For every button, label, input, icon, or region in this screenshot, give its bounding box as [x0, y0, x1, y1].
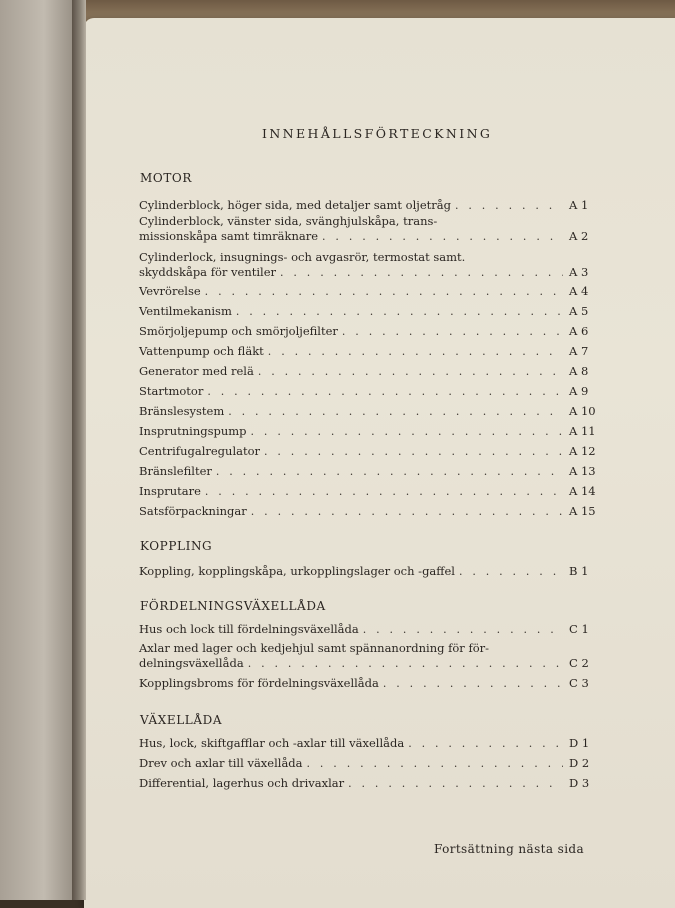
left-page-edge: [0, 0, 80, 900]
dot-leader: [459, 564, 563, 579]
toc-entry: [139, 756, 595, 771]
toc-entry: [139, 384, 595, 399]
toc-entry: [139, 424, 595, 439]
toc-entry-title: Cylinderlock, insugnings- och avgasrör, termostat samt.: [139, 250, 466, 264]
toc-entry: [139, 304, 595, 319]
continuation-note: Fortsättning nästa sida: [434, 842, 585, 856]
toc-entry-code: A 14: [569, 484, 596, 498]
toc-entry-code: C 1: [569, 622, 589, 636]
toc-entry-code: D 3: [569, 776, 590, 790]
dot-leader: [383, 676, 563, 691]
toc-entry-title: delningsväxellåda: [139, 656, 244, 670]
toc-entry-title: Generator med relä: [139, 364, 254, 378]
toc-entry-title: Koppling, kopplingskåpa, urkopplingslager och -gaffel: [139, 564, 455, 578]
dot-leader: [348, 776, 563, 791]
toc-entry-title: Bränslefilter: [139, 464, 212, 478]
toc-entry: [139, 622, 595, 637]
toc-entry-code: D 1: [569, 736, 590, 750]
toc-entry: [139, 464, 595, 479]
toc-entry-title: Vattenpump och fläkt: [139, 344, 264, 358]
toc-entry: [139, 444, 595, 459]
section-heading: FÖRDELNINGSVÄXELLÅDA: [140, 599, 326, 613]
dot-leader: [216, 464, 563, 479]
dot-leader: [248, 656, 563, 671]
toc-entry-title: Differential, lagerhus och drivaxlar: [139, 776, 345, 790]
section-heading: KOPPLING: [140, 539, 213, 553]
dot-leader: [207, 384, 563, 399]
toc-entry-code: A 2: [569, 229, 589, 243]
toc-entry: [139, 504, 595, 519]
toc-entry-code: A 8: [569, 364, 589, 378]
toc-entry-title: Ventilmekanism: [139, 304, 232, 318]
dot-leader: [258, 364, 563, 379]
dot-leader: [236, 304, 563, 319]
dot-leader: [251, 424, 563, 439]
toc-entry: [139, 324, 595, 339]
toc-entry: [139, 344, 595, 359]
book-gutter: [72, 0, 86, 900]
toc-entry-title: Axlar med lager och kedjehjul samt spännanordning för för-: [139, 641, 490, 655]
dot-leader: [307, 756, 563, 771]
toc-entry-code: C 2: [569, 656, 589, 670]
section-heading: VÄXELLÅDA: [140, 713, 223, 727]
toc-entry-code: A 12: [569, 444, 596, 458]
toc-entry: [139, 250, 595, 280]
toc-entry-title: Kopplingsbroms för fördelningsväxellåda: [139, 676, 379, 690]
toc-entry: [139, 404, 595, 419]
toc-entry-code: A 13: [569, 464, 596, 478]
dot-leader: [205, 484, 563, 499]
toc-entry-code: D 2: [569, 756, 590, 770]
toc-entry-title: Startmotor: [139, 384, 204, 398]
dot-leader: [228, 404, 563, 419]
toc-entry-title: Bränslesystem: [139, 404, 225, 418]
toc-entry-code: A 9: [569, 384, 589, 398]
dot-leader: [264, 444, 563, 459]
toc-entry-title: Insprutningspump: [139, 424, 247, 438]
toc-entry-code: A 5: [569, 304, 589, 318]
toc-entry-title: Satsförpackningar: [139, 504, 247, 518]
toc-entry-title: Hus, lock, skiftgafflar och -axlar till växellåda: [139, 736, 405, 750]
toc-entry-title: missionskåpa samt timräknare: [139, 229, 319, 243]
toc-entry-title: Centrifugalregulator: [139, 444, 261, 458]
dot-leader: [322, 229, 563, 244]
toc-entry-code: A 11: [569, 424, 596, 438]
toc-entry-code: B 1: [569, 564, 589, 578]
section-heading: MOTOR: [140, 171, 193, 185]
page-title: INNEHÅLLSFÖRTECKNING: [262, 126, 493, 141]
toc-entry: [139, 484, 595, 499]
dot-leader: [408, 736, 563, 751]
toc-entry: [139, 198, 595, 213]
toc-entry-code: A 6: [569, 324, 589, 338]
toc-entry-code: A 1: [569, 198, 589, 212]
toc-entry-code: A 15: [569, 504, 596, 518]
toc-entry: [139, 364, 595, 379]
book-page: [84, 18, 675, 908]
toc-entry: [139, 214, 595, 244]
dot-leader: [205, 284, 563, 299]
toc-entry-title: Vevrörelse: [139, 284, 201, 298]
dot-leader: [280, 265, 563, 280]
toc-entry-title: Smörjoljepump och smörjoljefilter: [139, 324, 338, 338]
toc-entry-code: A 10: [569, 404, 596, 418]
toc-entry-code: A 7: [569, 344, 589, 358]
toc-entry: [139, 641, 595, 671]
toc-entry-code: C 3: [569, 676, 589, 690]
toc-entry-title: skyddskåpa för ventiler: [139, 265, 277, 279]
toc-entry-title: Insprutare: [139, 484, 201, 498]
dot-leader: [342, 324, 563, 339]
dot-leader: [363, 622, 563, 637]
toc-entry-title: Drev och axlar till växellåda: [139, 756, 303, 770]
toc-entry: [139, 736, 595, 751]
toc-entry-title: Cylinderblock, vänster sida, svänghjulskåpa, trans-: [139, 214, 438, 228]
toc-entry: [139, 284, 595, 299]
toc-entry-code: A 4: [569, 284, 589, 298]
dot-leader: [455, 198, 563, 213]
toc-entry-code: A 3: [569, 265, 589, 279]
toc-entry-title: Cylinderblock, höger sida, med detaljer samt oljetråg: [139, 198, 451, 212]
toc-entry-title: Hus och lock till fördelningsväxellåda: [139, 622, 359, 636]
dot-leader: [251, 504, 563, 519]
toc-entry: [139, 676, 595, 691]
toc-entry: [139, 564, 595, 579]
toc-entry: [139, 776, 595, 791]
dot-leader: [268, 344, 563, 359]
